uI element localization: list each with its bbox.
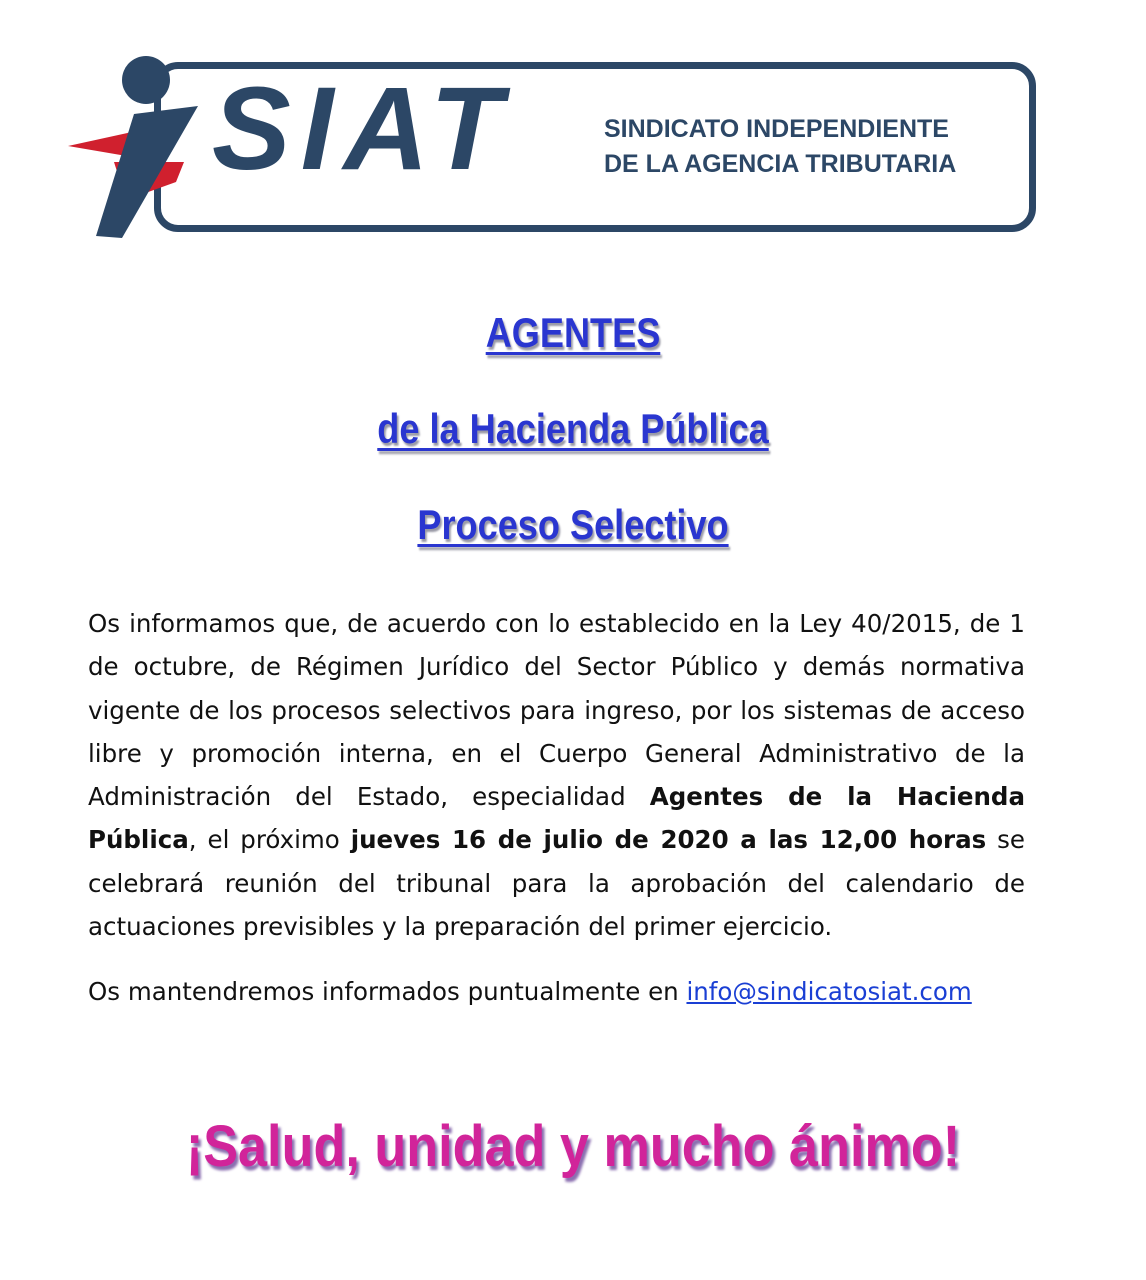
paragraph-text-1: Os informamos que, de acuerdo con lo establecido en la Ley 40/2015, de 1 de octubre, de Régimen Jurídico del Sector Público y demás normativa vigente de los procesos selectivos para ingreso, por los sistemas de acceso libre y promoción interna, en el Cuerpo General Administrativo de la Administración del Estado, especialidad (88, 609, 1025, 812)
organization-name (604, 112, 956, 182)
title-line-3: Proceso Selectivo (417, 501, 729, 548)
announcement-paragraph (88, 602, 1025, 948)
header (64, 50, 1044, 246)
title-line-2: de la Hacienda Pública (377, 405, 769, 452)
paragraph-text-2: , el próximo (188, 825, 351, 855)
slogan: ¡Salud, unidad y mucho ánimo! (185, 1114, 961, 1179)
contact-paragraph (88, 970, 972, 1013)
org-name-line-1: SINDICATO INDEPENDIENTE (604, 115, 949, 143)
logo-wordmark: SIAT (204, 70, 520, 188)
bold-meeting-date: jueves 16 de julio de 2020 a las 12,00 horas (350, 825, 987, 855)
title-line-1: AGENTES (485, 309, 661, 356)
org-name-line-2: DE LA AGENCIA TRIBUTARIA (604, 150, 957, 178)
contact-text: Os mantendremos informados puntualmente en (88, 977, 687, 1006)
siat-person-logo-icon (64, 50, 224, 246)
email-link[interactable]: info@sindicatosiat.com (686, 977, 972, 1006)
paragraph-text-3: se celebrará reunión del tribunal para la aprobación del calendario de actuaciones previsibles y la preparación del primer ejercicio. (88, 825, 1025, 942)
bold-specialty: Agentes de la Hacienda Pública (88, 782, 1025, 855)
